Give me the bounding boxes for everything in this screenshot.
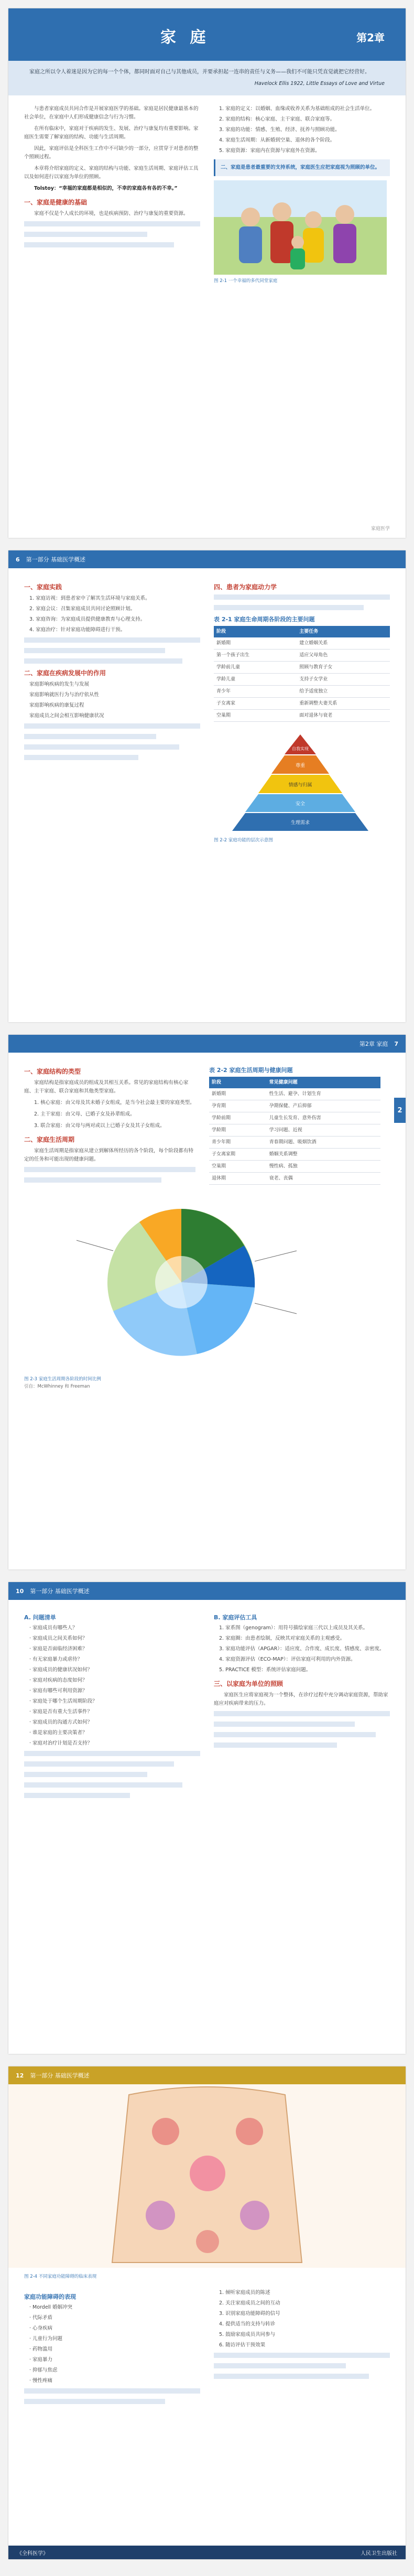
table-row — [209, 1112, 380, 1124]
table-row — [214, 650, 390, 662]
paragraph: 本章将介绍家庭的定义、家庭的结构与功能、家庭生活周期、家庭评估工具以及如何进行以家庭为单位的照顾。 — [24, 166, 199, 180]
table-cell: 第一个孩子出生 — [214, 650, 297, 662]
list-item: 5. PRACTICE 模型：系统评估家庭问题。 — [219, 1667, 311, 1673]
chapter-label: 第2章 — [356, 31, 385, 44]
hotspot — [146, 2201, 175, 2230]
list-item: · 家庭对疾病的态度如何？ — [29, 1677, 88, 1683]
chapter-banner — [8, 8, 406, 61]
list-item: 3. 家庭功能评估（APGAR）：适应度、合作度、成长度、情感度、亲密度。 — [219, 1646, 385, 1652]
list-item: 4. 家庭治疗：针对家庭功能障碍进行干预。 — [29, 627, 126, 633]
table-cell: 空巢期 — [209, 1161, 267, 1173]
hotspot — [236, 2118, 263, 2145]
divider — [24, 734, 156, 739]
table-row — [209, 1088, 380, 1100]
chapter-tab[interactable]: 2 — [394, 1098, 406, 1123]
table-row — [214, 662, 390, 674]
list-item: · 家庭成员的健康状况如何？ — [29, 1667, 93, 1673]
list-item: · 家庭成员有哪些人？ — [29, 1625, 78, 1631]
page3-right-column — [209, 1062, 390, 1188]
hotspot — [240, 2201, 269, 2230]
page3-left-column — [24, 1062, 195, 1188]
list-item: · 家庭暴力 — [29, 2357, 53, 2363]
body-figure — [8, 2084, 406, 2268]
table-cell: 儿童生长发育、意外伤害 — [267, 1112, 380, 1124]
photo-caption: 图 2-1 一个幸福的多代同堂家庭 — [214, 278, 278, 284]
life-cycle-pie — [24, 1198, 390, 1371]
quote-block — [8, 61, 406, 95]
list-item: · 家庭是否有重大生活事件？ — [29, 1709, 93, 1715]
table-cell: 子女离家 — [214, 698, 297, 710]
page-number: 6 — [16, 556, 20, 563]
list-item: 家庭影响就医行为与治疗依从性 — [29, 692, 100, 698]
page5-right-column — [214, 2289, 390, 2409]
paragraph: 因此，家庭评估是全科医生工作中不可缺少的一部分，应贯穿于对患者的整个照顾过程。 — [24, 146, 199, 160]
table-row — [209, 1124, 380, 1137]
list-item: 5. 家庭资源：家庭内在资源与家庭外在资源。 — [219, 148, 320, 154]
running-header: 第一部分 基础医学概述 — [26, 556, 86, 563]
divider — [214, 605, 364, 610]
key-title: 一、家庭是健康的基础 — [24, 199, 88, 206]
hotspot — [190, 2156, 225, 2191]
paragraph: 3. 联合家庭：由父母与两对或以上已婚子女及其子女组成。 — [34, 1123, 165, 1129]
table-cell: 学龄期 — [209, 1124, 267, 1137]
list-item: 4. 家庭生活周期：从新婚到空巢、退休的各个阶段。 — [219, 137, 335, 143]
list-item: · 抑郁与焦虑 — [29, 2367, 58, 2373]
divider — [24, 1782, 182, 1788]
divider — [214, 1732, 376, 1737]
list-item: · 儿童行为问题 — [29, 2336, 63, 2342]
divider — [214, 1722, 355, 1727]
page-number: 12 — [16, 2072, 24, 2079]
list-item: · 代际矛盾 — [29, 2315, 53, 2321]
list-item: 1. 家系图（genogram）：用符号描绘家庭三代以上成员及其关系。 — [219, 1625, 368, 1631]
figure-caption: 图 2-4 不同家庭功能障碍的临床表现 — [24, 2274, 97, 2279]
paragraph: 家庭生活周期是指家庭从建立到解体所经历的各个阶段，每个阶段都有特定的任务和可能出现的健康问题。 — [24, 1148, 194, 1162]
list-item: 2. 家庭圈：由患者绘制，反映其对家庭关系的主观感受。 — [219, 1636, 345, 1641]
page2-right-column — [214, 578, 390, 845]
table-cell: 给予适度独立 — [297, 686, 390, 698]
key-text: 家庭不仅是个人成长的环境，也是疾病预防、治疗与康复的重要资源。 — [34, 211, 189, 217]
section-title: 家庭功能障碍的表现 — [24, 2293, 76, 2300]
list-item: · 心身疾病 — [29, 2325, 53, 2331]
pyramid-label: 自我实现 — [292, 746, 309, 751]
table-cell: 退休期 — [209, 1173, 267, 1185]
divider — [24, 1761, 174, 1767]
divider — [24, 755, 138, 760]
table-header: 阶段 — [209, 1077, 267, 1088]
page4-left-column — [24, 1609, 200, 1803]
leader-line — [255, 1251, 297, 1261]
bold-paragraph: Tolstoy：“幸福的家庭都是相似的，不幸的家庭各有各的不幸。” — [34, 186, 178, 191]
pie-figure — [8, 1193, 406, 1394]
paragraph: 在所有临床中，家庭对于疾病的发生、发展、治疗与康复均有重要影响。家庭医生需要了解家庭的结构、功能与生活周期。 — [24, 126, 199, 140]
list-item: · 家庭有哪些可利用资源？ — [29, 1688, 88, 1694]
table-header: 阶段 — [214, 626, 297, 637]
list-item: · 家庭对治疗计划是否支持？ — [29, 1740, 93, 1746]
hotspot — [196, 2230, 219, 2253]
list-item: · 家庭处于哪个生活周期阶段？ — [29, 1698, 97, 1704]
pyramid-label: 生理需求 — [290, 820, 310, 826]
pyramid-label: 情感与归属 — [288, 783, 312, 788]
paragraph: 1. 核心家庭：由父母及其未婚子女组成，是当今社会最主要的家庭类型。 — [34, 1100, 195, 1106]
list-item: 1. 家庭的定义：以婚姻、血缘或收养关系为基础组成的社会生活单位。 — [219, 106, 375, 112]
needs-pyramid — [214, 729, 387, 834]
table-cell: 面对退休与衰老 — [297, 710, 390, 722]
leader-line — [255, 1303, 297, 1314]
table-row — [209, 1149, 380, 1161]
list-item: · 家庭成员的沟通方式如何？ — [29, 1719, 93, 1725]
list-item: 5. 鼓励家庭成员共同参与 — [219, 2332, 276, 2337]
table-cell: 孕育期 — [209, 1100, 267, 1112]
section-title: 二、家庭生活周期 — [24, 1136, 75, 1143]
divider — [214, 1711, 390, 1716]
table-header: 主要任务 — [297, 626, 390, 637]
table-row — [214, 637, 390, 650]
list-item: 1. 倾听家庭成员的陈述 — [219, 2290, 270, 2296]
table-title: 表 2-1 家庭生命周期各阶段的主要问题 — [214, 616, 315, 623]
table-row — [209, 1137, 380, 1149]
list-item: · 家庭是否面临经济困难？ — [29, 1646, 88, 1652]
table-row — [209, 1173, 380, 1185]
health-problems-table — [209, 1077, 380, 1185]
list-item: · 药物滥用 — [29, 2346, 53, 2352]
list-item: · 家庭成员之间关系如何？ — [29, 1636, 88, 1641]
table-cell: 学龄儿童 — [214, 674, 297, 686]
quote-text: 家庭之所以令人着迷是因为它的每一个个体，都同时面对自己与其他成员，并要承担起一连串的责任与义务——我们不可能只凭直觉就把它经营好。 — [29, 69, 370, 75]
list-item: 3. 家庭的功能：情感、生殖、经济、抚养与照顾功能。 — [219, 127, 340, 133]
table-cell: 学龄前儿童 — [214, 662, 297, 674]
table-row — [214, 698, 390, 710]
table-cell: 性生活、避孕、计划生育 — [267, 1088, 380, 1100]
leader-line — [77, 1240, 113, 1251]
table-cell: 慢性病、孤独 — [267, 1161, 380, 1173]
table-row — [214, 686, 390, 698]
section-title: 一、家庭结构的类型 — [24, 1068, 81, 1075]
table-row — [214, 674, 390, 686]
table-cell: 重新调整夫妻关系 — [297, 698, 390, 710]
list-item: · 慢性疼痛 — [29, 2378, 53, 2384]
page-number: 7 — [394, 1040, 398, 1047]
section-title: 二、家庭在疾病发展中的作用 — [24, 669, 106, 677]
section-title: 四、患者为家庭动力学 — [214, 583, 277, 591]
life-cycle-table — [214, 626, 390, 722]
table-cell: 学习问题、近视 — [267, 1124, 380, 1137]
divider — [24, 658, 182, 664]
table-cell: 青少年期 — [209, 1137, 267, 1149]
paragraph: 与患者家庭成员共同合作是开展家庭医学的基础。家庭是居民健康最基本的社会单位，在家庭中人们形成健康信念与行为习惯。 — [24, 106, 199, 120]
running-header: 第一部分 基础医学概述 — [30, 1588, 90, 1595]
running-header: 第一部分 基础医学概述 — [30, 2072, 90, 2079]
list-item: 6. 随访评估干预效果 — [219, 2342, 266, 2348]
footer-publisher: 人民卫生出版社 — [361, 2550, 397, 2557]
page-1 — [8, 8, 406, 538]
list-item: · 有无家庭暴力或虐待？ — [29, 1657, 83, 1662]
list-item: 4. 提供适当的支持与转诊 — [219, 2321, 276, 2327]
pie-center — [155, 1256, 208, 1308]
table-cell: 新婚期 — [209, 1088, 267, 1100]
list-item: 3. 家庭咨询：为家庭成员提供健康教育与心理支持。 — [29, 616, 146, 622]
paragraph: 家庭医生应将家庭视为一个整体，在诊疗过程中充分调动家庭资源，帮助家庭应对疾病带来的压力。 — [214, 1692, 388, 1706]
divider — [24, 648, 165, 653]
page1-footer: 家庭医学 — [371, 526, 390, 532]
divider — [24, 1177, 161, 1183]
pyramid-label: 安全 — [295, 802, 306, 807]
divider — [24, 723, 200, 729]
quote-source: Havelock Ellis 1922, Little Essays of Love and Virtue — [254, 81, 385, 86]
hotspot — [152, 2118, 179, 2145]
pie-caption: 图 2-3 家庭生活周期各阶段的时间比例 — [24, 1377, 101, 1382]
table-row — [209, 1100, 380, 1112]
page-4 — [8, 1582, 406, 2054]
list-item: 家庭影响疾病的康复过程 — [29, 702, 84, 708]
table-cell: 新婚期 — [214, 637, 297, 650]
table-cell: 青少年 — [214, 686, 297, 698]
list-item: 4. 家庭资源评估（ECO-MAP）：评估家庭可利用的内外资源。 — [219, 1657, 356, 1662]
divider — [24, 242, 174, 247]
pyramid-level — [285, 734, 316, 754]
page1-left-column — [24, 105, 200, 285]
footer-brand: 《全科医学》 — [17, 2550, 48, 2557]
page2-left-column — [24, 578, 200, 845]
divider — [214, 594, 390, 600]
page-3 — [8, 1035, 406, 1570]
list-item: 2. 家庭会议：召集家庭成员共同讨论照顾计划。 — [29, 606, 136, 612]
table-cell: 衰老、丧偶 — [267, 1173, 380, 1185]
divider — [24, 2388, 200, 2394]
page-number: 10 — [16, 1587, 24, 1595]
divider — [24, 1793, 130, 1798]
pyramid-caption: 图 2-2 家庭功能的层次示意图 — [214, 838, 273, 843]
list-item: 2. 家庭的结构：核心家庭、主干家庭、联合家庭等。 — [219, 116, 335, 122]
section-title: B. 家庭评估工具 — [214, 1614, 257, 1621]
paragraph: 家庭结构是指家庭成员的组成及其相互关系。常见的家庭结构有核心家庭、主干家庭、联合家庭和其他类型家庭。 — [24, 1080, 189, 1094]
pie-source: 引自：McWhinney 和 Freeman — [24, 1384, 90, 1389]
table-cell: 青春期问题、吸烟饮酒 — [267, 1137, 380, 1149]
table-cell: 空巢期 — [214, 710, 297, 722]
table-cell: 建立婚姻关系 — [297, 637, 390, 650]
page-5 — [8, 2066, 406, 2559]
list-item: · 谁是家庭的主要决策者？ — [29, 1730, 88, 1736]
table-cell: 婚姻关系调整 — [267, 1149, 380, 1161]
page1-right-column — [214, 105, 390, 285]
list-item: 3. 识别家庭功能障碍的信号 — [219, 2311, 280, 2317]
list-item: 1. 家庭访视：到患者家中了解其生活环境与家庭关系。 — [29, 596, 150, 601]
book-footer — [8, 2546, 406, 2559]
section-title: 三、以家庭为单位的照顾 — [214, 1680, 284, 1687]
table-title: 表 2-2 家庭生活周期与健康问题 — [209, 1067, 293, 1074]
table-cell: 照顾与教育子女 — [297, 662, 390, 674]
divider — [214, 2374, 369, 2379]
divider — [24, 1772, 147, 1777]
pyramid-label: 尊重 — [295, 763, 306, 769]
table-cell: 学龄前期 — [209, 1112, 267, 1124]
page4-right-column — [214, 1609, 390, 1803]
table-row — [214, 710, 390, 722]
running-header: 第2章 家庭 — [359, 1041, 388, 1047]
divider — [214, 2363, 346, 2368]
list-item: · Mordell 婚姻冲突 — [29, 2304, 72, 2310]
table-cell: 子女离家期 — [209, 1149, 267, 1161]
divider — [24, 221, 200, 226]
page5-left-column — [24, 2289, 200, 2409]
list-item: 家庭影响疾病的发生与发展 — [29, 681, 90, 687]
section-title: A. 问题清单 — [24, 1614, 56, 1621]
section-title: 一、家庭实践 — [24, 583, 62, 591]
table-header: 常见健康问题 — [267, 1077, 380, 1088]
divider — [214, 1742, 337, 1748]
family-photo — [214, 180, 387, 275]
table-row — [209, 1161, 380, 1173]
divider — [214, 2353, 390, 2358]
paragraph: 2. 主干家庭：由父母、已婚子女及孙辈组成。 — [34, 1111, 135, 1117]
list-item: 2. 关注家庭成员之间的互动 — [219, 2300, 280, 2306]
divider — [24, 2399, 165, 2404]
table-cell: 孕期保健、产后抑郁 — [267, 1100, 380, 1112]
table-cell: 适应父母角色 — [297, 650, 390, 662]
page-2 — [8, 550, 406, 1022]
divider — [24, 637, 200, 643]
divider — [24, 1167, 195, 1172]
list-item: 家庭成员之间会相互影响健康状况 — [29, 713, 104, 719]
chapter-title: 家 庭 — [160, 28, 210, 47]
divider — [24, 232, 147, 237]
divider — [24, 1751, 200, 1756]
divider — [24, 744, 179, 750]
table-cell: 支持子女学业 — [297, 674, 390, 686]
highlight-box: 二、家庭是患者最重要的支持系统，家庭医生应把家庭视为照顾的单位。 — [214, 159, 390, 176]
